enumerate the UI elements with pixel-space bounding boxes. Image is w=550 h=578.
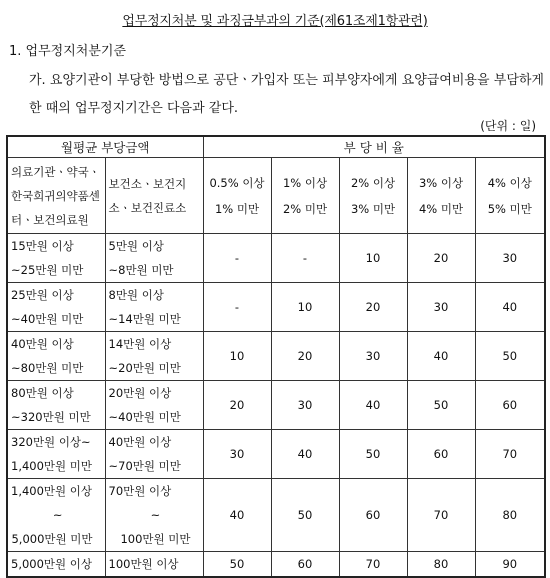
table-row [7, 479, 545, 552]
days-cell: 50 [203, 552, 271, 578]
days-cell: 60 [339, 479, 407, 552]
table-row [7, 381, 545, 430]
ratio-header: 0.5% 이상 1% 미만 [203, 158, 271, 234]
amount-cell-clinic: 100만원 이상 [105, 552, 203, 578]
days-cell: 70 [339, 552, 407, 578]
table-row [7, 283, 545, 332]
ratio-header: 3% 이상 4% 미만 [407, 158, 475, 234]
days-cell: - [203, 283, 271, 332]
header-ratio: 부 당 비 율 [203, 136, 545, 158]
document-title: 업무정지처분 및 과징금부과의 기준(제61조제1항관련) [122, 14, 428, 29]
unit-label: (단위 : 일) [480, 119, 536, 133]
days-cell: 50 [339, 430, 407, 479]
paragraph-text: 가. 요양기관이 부당한 방법으로 공단ㆍ가입자 또는 피부양자에게 요양급여비용을 부담하게 한 때의 업무정지기간은 다음과 같다. [29, 73, 544, 116]
amount-cell-hospital: 15만원 이상 ~25만원 미만 [7, 234, 105, 283]
days-cell: 60 [475, 381, 545, 430]
amount-cell-hospital: 320만원 이상~ 1,400만원 미만 [7, 430, 105, 479]
days-cell: 80 [407, 552, 475, 578]
subheader-row [7, 158, 545, 234]
days-cell: 40 [203, 479, 271, 552]
days-cell: 20 [407, 234, 475, 283]
ratio-header: 2% 이상 3% 미만 [339, 158, 407, 234]
table-row [7, 332, 545, 381]
days-cell: 60 [271, 552, 339, 578]
amount-cell-hospital: 40만원 이상 ~80만원 미만 [7, 332, 105, 381]
days-cell: 80 [475, 479, 545, 552]
ratio-header: 4% 이상 5% 미만 [475, 158, 545, 234]
days-cell: 70 [475, 430, 545, 479]
amount-cell-hospital: 25만원 이상 ~40만원 미만 [7, 283, 105, 332]
amount-cell-hospital: 5,000만원 이상 [7, 552, 105, 578]
days-cell: 50 [475, 332, 545, 381]
days-cell: 50 [271, 479, 339, 552]
amount-cell-hospital: 80만원 이상 ~320만원 미만 [7, 381, 105, 430]
penalty-table [6, 135, 546, 578]
amount-cell-clinic: 5만원 이상 ~8만원 미만 [105, 234, 203, 283]
days-cell: 40 [271, 430, 339, 479]
days-cell: 40 [475, 283, 545, 332]
days-cell: 60 [407, 430, 475, 479]
table-row [7, 552, 545, 578]
days-cell: 40 [339, 381, 407, 430]
amount-cell-clinic: 20만원 이상 ~40만원 미만 [105, 381, 203, 430]
header-amount: 월평균 부당금액 [7, 136, 203, 158]
days-cell: - [271, 234, 339, 283]
days-cell: 20 [203, 381, 271, 430]
days-cell: 30 [407, 283, 475, 332]
days-cell: 20 [339, 283, 407, 332]
col-a-header: 의료기관ㆍ약국ㆍ 한국희귀의약품센 터ㆍ보건의료원 [7, 158, 105, 234]
col-b-header: 보건소ㆍ보건지 소ㆍ보건진료소 [105, 158, 203, 234]
days-cell: 40 [407, 332, 475, 381]
amount-cell-clinic: 40만원 이상 ~70만원 미만 [105, 430, 203, 479]
days-cell: 70 [407, 479, 475, 552]
days-cell: - [203, 234, 271, 283]
amount-cell-hospital: 1,400만원 이상 ~ 5,000만원 미만 [7, 479, 105, 552]
days-cell: 50 [407, 381, 475, 430]
days-cell: 30 [203, 430, 271, 479]
table-row [7, 430, 545, 479]
days-cell: 10 [203, 332, 271, 381]
amount-cell-clinic: 14만원 이상 ~20만원 미만 [105, 332, 203, 381]
amount-cell-clinic: 8만원 이상 ~14만원 미만 [105, 283, 203, 332]
days-cell: 30 [339, 332, 407, 381]
days-cell: 30 [271, 381, 339, 430]
days-cell: 20 [271, 332, 339, 381]
days-cell: 30 [475, 234, 545, 283]
days-cell: 10 [339, 234, 407, 283]
section-heading: 1. 업무정지처분기준 [9, 44, 126, 59]
amount-cell-clinic: 70만원 이상 ~ 100만원 미만 [105, 479, 203, 552]
days-cell: 90 [475, 552, 545, 578]
days-cell: 10 [271, 283, 339, 332]
ratio-header: 1% 이상 2% 미만 [271, 158, 339, 234]
table-row [7, 234, 545, 283]
